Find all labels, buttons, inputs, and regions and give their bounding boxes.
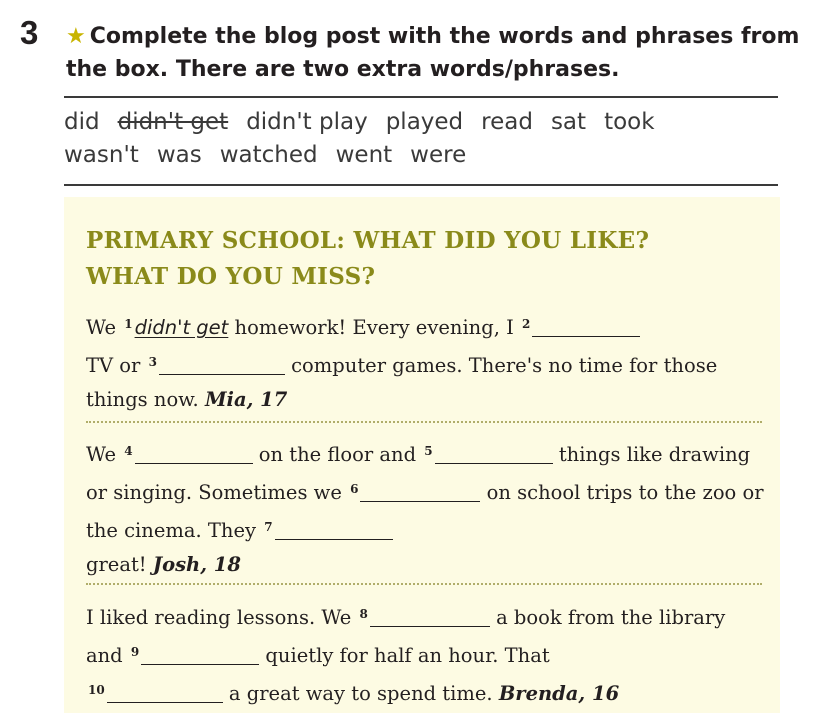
answer-blank-8[interactable] [370,604,490,627]
star-icon: ★ [66,24,86,49]
answer-blank-3[interactable] [159,352,285,375]
post-signature: Mia, 17 [204,388,288,411]
post-text: computer games. There's no time for those things now. [86,354,718,411]
post-text: on the floor and [252,443,423,466]
word-box-item: read [481,109,533,135]
answer-blank-7[interactable] [275,517,393,540]
exercise-number: 3 [20,14,39,51]
post-text: We [86,443,123,466]
gap-number: 10 [88,683,105,697]
word-box-item: went [335,142,393,168]
post-text: a great way to spend time. [222,682,499,705]
answer-blank-6[interactable] [360,479,480,502]
blog-title-line-2: WHAT DO YOU MISS? [86,263,376,290]
post-text: I liked reading lessons. We [86,606,358,629]
word-box-item: took [604,109,655,135]
gap-number: 6 [350,482,359,496]
answer-blank-9[interactable] [141,642,259,665]
gap-number: 5 [424,444,433,458]
gap-number: 9 [130,645,140,659]
example-answer: didn't get [134,316,229,339]
word-box-item: sat [550,109,587,135]
gap-number: 3 [148,355,157,369]
post-text: a book from the library and [86,606,726,667]
post-signature: Josh, 18 [152,553,241,576]
post-text: quietly for half an hour. That [259,644,550,667]
post-signature: Brenda, 16 [498,682,620,705]
blog-entry-josh [86,434,766,582]
dotted-separator [86,421,762,423]
post-text: homework! Every evening, I [228,316,521,339]
word-box-item: played [385,109,464,135]
answer-blank-4[interactable] [135,441,253,464]
word-box [64,106,784,172]
answer-blank-10[interactable] [107,680,223,703]
word-box-item: didn't play [246,109,368,135]
post-text: great! [86,553,153,576]
post-text: We [86,316,123,339]
blog-entry-brenda [86,597,766,711]
post-text: things like drawing or singing. Sometimes we [86,443,751,504]
word-box-item: were [410,142,467,168]
word-box-item: watched [219,142,318,168]
instruction-text: Complete the blog post with the words and phrases from the box. There are two extra words/phrases. [66,24,800,82]
blog-entry-mia [86,307,766,417]
blog-title-line-1: PRIMARY SCHOOL: WHAT DID YOU LIKE? [86,227,650,254]
word-box-bottom-rule [64,184,778,186]
word-box-item: was [156,142,202,168]
gap-number: 8 [359,607,368,621]
word-box-top-rule [64,96,778,98]
gap-number: 7 [264,520,273,534]
word-box-item: did [64,109,100,135]
exercise-instruction [66,20,806,86]
word-box-item-struck: didn't get [117,109,229,135]
answer-blank-5[interactable] [435,441,553,464]
answer-blank-2[interactable] [532,314,640,337]
blog-post-panel [64,197,780,713]
post-text: on school trips to the zoo or the cinema. They [86,481,764,542]
post-text: TV or [86,354,147,377]
gap-number: 4 [124,444,133,458]
gap-number: 2 [522,317,531,331]
blog-title [86,223,766,295]
word-box-item: wasn't [64,142,139,168]
dotted-separator [86,583,762,585]
gap-number: 1 [124,317,133,331]
